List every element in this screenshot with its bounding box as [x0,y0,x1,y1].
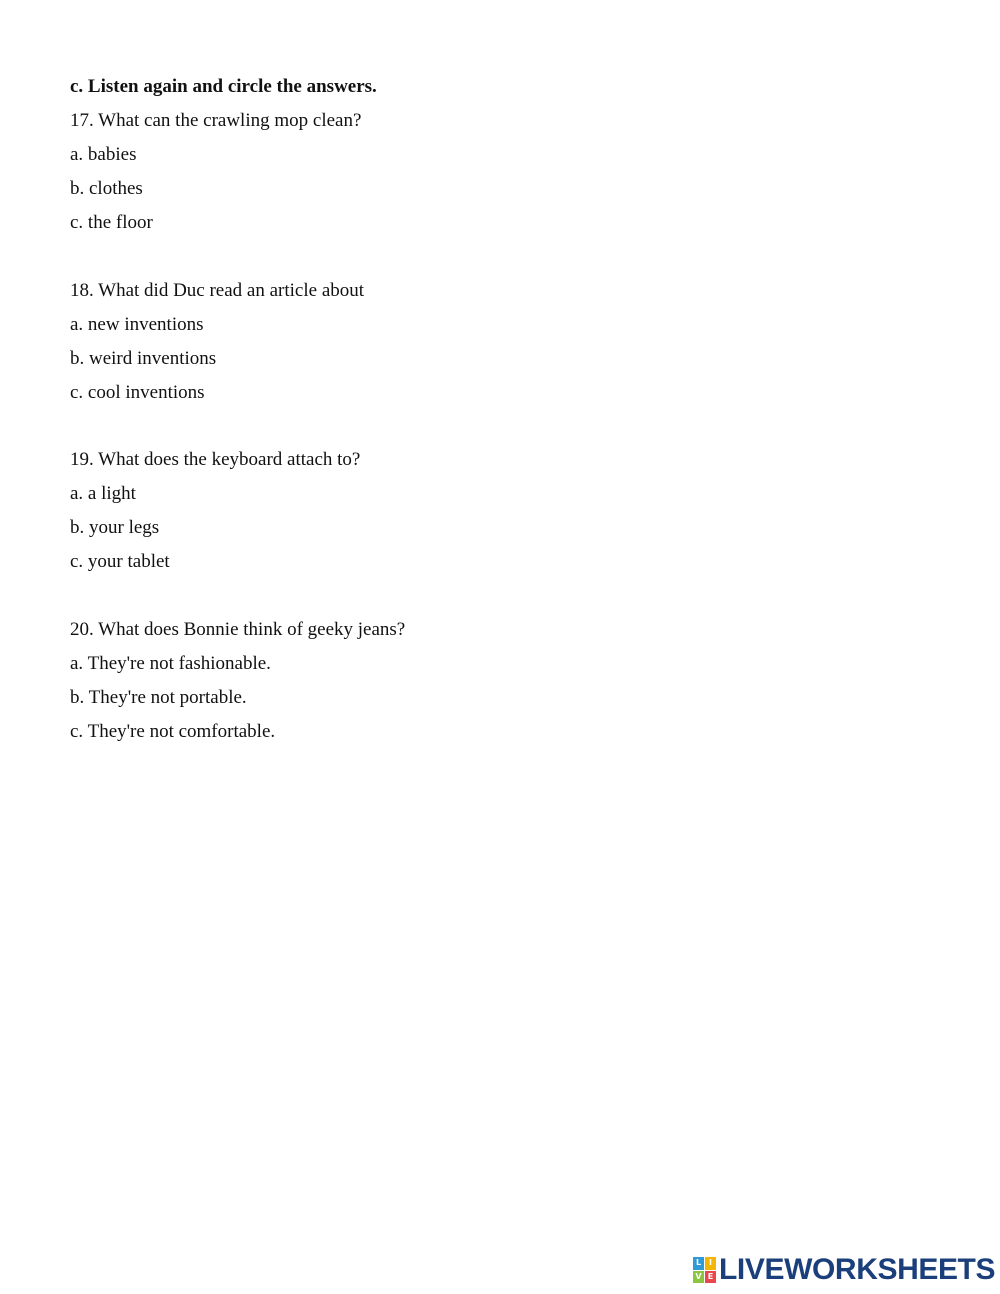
question-prompt: 20. What does Bonnie think of geeky jeans? [70,618,406,640]
spacer [70,410,930,444]
liveworksheets-brand [693,1255,995,1285]
answer-option[interactable]: b. weird inventions [70,347,217,369]
answer-option[interactable]: c. They're not comfortable. [70,720,276,742]
question-prompt: 19. What does the keyboard attach to? [70,449,361,470]
question-20 [70,613,930,749]
answer-option[interactable]: a. babies [70,144,137,165]
answer-option[interactable]: c. cool inventions [70,381,205,403]
logo-tile: L [693,1257,704,1270]
question-prompt: 17. What can the crawling mop clean? [70,110,362,131]
answer-option[interactable]: b. your legs [70,517,160,538]
logo-tile: I [705,1257,716,1270]
logo-tile: V [693,1271,704,1284]
answer-option[interactable]: a. a light [70,483,136,504]
answer-option[interactable]: b. They're not portable. [70,686,247,708]
instruction-heading: c. Listen again and circle the answers. [70,76,377,97]
liveworksheets-logo-icon [693,1257,716,1283]
spacer [70,240,930,274]
question-19 [70,443,930,579]
answer-option[interactable]: b. clothes [70,178,143,199]
question-prompt: 18. What did Duc read an article about [70,279,365,301]
brand-wordmark: LIVEWORKSHEETS [719,1253,996,1286]
question-18 [70,274,930,410]
question-17 [70,104,930,240]
answer-option[interactable]: a. They're not fashionable. [70,652,271,674]
worksheet [70,70,930,749]
answer-option[interactable]: a. new inventions [70,313,204,335]
answer-option[interactable]: c. the floor [70,212,153,233]
logo-tile: E [705,1271,716,1284]
spacer [70,579,930,613]
answer-option[interactable]: c. your tablet [70,551,170,572]
